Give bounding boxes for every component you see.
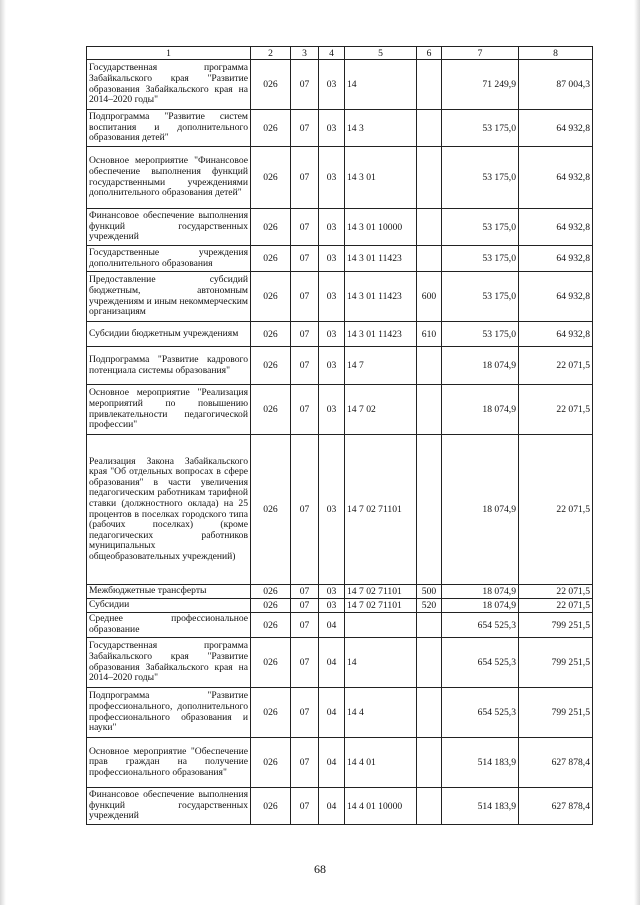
target-article-cell: 14 7 02 71101 [345, 599, 417, 613]
section-code-cell: 07 [291, 209, 319, 246]
amount-year-1-cell: 53 175,0 [442, 246, 519, 272]
header-cell: 8 [519, 47, 593, 60]
ministry-code-cell: 026 [251, 613, 291, 638]
subsection-code-cell: 03 [319, 347, 345, 385]
subsection-code-cell: 03 [319, 272, 345, 322]
section-code-cell: 07 [291, 322, 319, 347]
ministry-code-cell: 026 [251, 788, 291, 825]
ministry-code-cell: 026 [251, 110, 291, 147]
target-article-cell [345, 613, 417, 638]
subsection-code-cell: 04 [319, 738, 345, 788]
item-name-cell: Основное мероприятие "Финансовое обеспечение выполнения функций государственными учреждениями дополнительного образования детей" [87, 147, 251, 209]
expense-type-cell [417, 110, 442, 147]
expense-type-cell [417, 435, 442, 585]
amount-year-2-cell: 87 004,3 [519, 60, 593, 110]
header-row [87, 47, 593, 60]
subsection-code-cell: 03 [319, 110, 345, 147]
expense-type-cell [417, 147, 442, 209]
expense-type-cell [417, 738, 442, 788]
header-cell: 1 [87, 47, 251, 60]
amount-year-1-cell: 53 175,0 [442, 322, 519, 347]
amount-year-1-cell: 654 525,3 [442, 688, 519, 738]
table-row [87, 272, 593, 322]
table-row [87, 638, 593, 688]
subsection-code-cell: 03 [319, 322, 345, 347]
table-row [87, 322, 593, 347]
section-code-cell: 07 [291, 385, 319, 435]
section-code-cell: 07 [291, 638, 319, 688]
item-name-cell: Предоставление субсидий бюджетным, автономным учреждениям и иным некоммерческим организациям [87, 272, 251, 322]
expense-type-cell [417, 385, 442, 435]
target-article-cell: 14 3 [345, 110, 417, 147]
item-name-cell: Подпрограмма "Развитие кадрового потенциала системы образования" [87, 347, 251, 385]
table-body [87, 60, 593, 825]
scan-edge-right [634, 0, 640, 905]
section-code-cell: 07 [291, 246, 319, 272]
item-name-cell: Субсидии [87, 599, 251, 613]
amount-year-1-cell: 514 183,9 [442, 788, 519, 825]
target-article-cell: 14 3 01 [345, 147, 417, 209]
ministry-code-cell: 026 [251, 738, 291, 788]
amount-year-2-cell: 799 251,5 [519, 688, 593, 738]
subsection-code-cell: 03 [319, 209, 345, 246]
amount-year-1-cell: 71 249,9 [442, 60, 519, 110]
ministry-code-cell: 026 [251, 688, 291, 738]
amount-year-1-cell: 654 525,3 [442, 613, 519, 638]
item-name-cell: Государственная программа Забайкальского края "Развитие образования Забайкальского края на 2014–2020 годы" [87, 60, 251, 110]
item-name-cell: Межбюджетные трансферты [87, 585, 251, 599]
amount-year-2-cell: 22 071,5 [519, 385, 593, 435]
subsection-code-cell: 04 [319, 788, 345, 825]
amount-year-1-cell: 53 175,0 [442, 110, 519, 147]
ministry-code-cell: 026 [251, 60, 291, 110]
section-code-cell: 07 [291, 613, 319, 638]
section-code-cell: 07 [291, 60, 319, 110]
ministry-code-cell: 026 [251, 435, 291, 585]
amount-year-2-cell: 64 932,8 [519, 110, 593, 147]
amount-year-2-cell: 22 071,5 [519, 435, 593, 585]
section-code-cell: 07 [291, 788, 319, 825]
amount-year-2-cell: 22 071,5 [519, 599, 593, 613]
ministry-code-cell: 026 [251, 209, 291, 246]
amount-year-1-cell: 18 074,9 [442, 385, 519, 435]
table-row [87, 599, 593, 613]
table-row [87, 688, 593, 738]
table-row [87, 435, 593, 585]
amount-year-2-cell: 64 932,8 [519, 147, 593, 209]
section-code-cell: 07 [291, 272, 319, 322]
subsection-code-cell: 03 [319, 435, 345, 585]
subsection-code-cell: 03 [319, 60, 345, 110]
subsection-code-cell: 04 [319, 613, 345, 638]
item-name-cell: Государственная программа Забайкальского края "Развитие образования Забайкальского края на 2014–2020 годы" [87, 638, 251, 688]
amount-year-2-cell: 627 878,4 [519, 738, 593, 788]
amount-year-1-cell: 18 074,9 [442, 347, 519, 385]
table-row [87, 347, 593, 385]
amount-year-2-cell: 64 932,8 [519, 322, 593, 347]
amount-year-2-cell: 22 071,5 [519, 347, 593, 385]
expense-type-cell [417, 347, 442, 385]
ministry-code-cell: 026 [251, 585, 291, 599]
amount-year-2-cell: 799 251,5 [519, 613, 593, 638]
table-row [87, 60, 593, 110]
subsection-code-cell: 03 [319, 246, 345, 272]
item-name-cell: Основное мероприятие "Обеспечение прав граждан на получение профессионального образования" [87, 738, 251, 788]
expense-type-cell [417, 209, 442, 246]
amount-year-2-cell: 64 932,8 [519, 246, 593, 272]
target-article-cell: 14 3 01 11423 [345, 272, 417, 322]
target-article-cell: 14 4 01 10000 [345, 788, 417, 825]
target-article-cell: 14 7 02 71101 [345, 585, 417, 599]
amount-year-1-cell: 18 074,9 [442, 435, 519, 585]
section-code-cell: 07 [291, 738, 319, 788]
ministry-code-cell: 026 [251, 599, 291, 613]
expense-type-cell: 610 [417, 322, 442, 347]
table-row [87, 209, 593, 246]
expense-type-cell: 500 [417, 585, 442, 599]
budget-table [86, 46, 593, 825]
expense-type-cell [417, 246, 442, 272]
section-code-cell: 07 [291, 599, 319, 613]
section-code-cell: 07 [291, 585, 319, 599]
expense-type-cell [417, 613, 442, 638]
table-row [87, 788, 593, 825]
target-article-cell: 14 [345, 60, 417, 110]
table-row [87, 147, 593, 209]
expense-type-cell [417, 688, 442, 738]
target-article-cell: 14 4 01 [345, 738, 417, 788]
subsection-code-cell: 03 [319, 585, 345, 599]
amount-year-1-cell: 654 525,3 [442, 638, 519, 688]
amount-year-2-cell: 64 932,8 [519, 209, 593, 246]
amount-year-2-cell: 627 878,4 [519, 788, 593, 825]
subsection-code-cell: 03 [319, 599, 345, 613]
section-code-cell: 07 [291, 147, 319, 209]
page-number: 68 [314, 862, 326, 876]
table-row [87, 246, 593, 272]
target-article-cell: 14 7 02 [345, 385, 417, 435]
header-cell: 7 [442, 47, 519, 60]
header-cell: 2 [251, 47, 291, 60]
section-code-cell: 07 [291, 347, 319, 385]
target-article-cell: 14 3 01 11423 [345, 322, 417, 347]
ministry-code-cell: 026 [251, 272, 291, 322]
target-article-cell: 14 3 01 11423 [345, 246, 417, 272]
header-cell: 6 [417, 47, 442, 60]
section-code-cell: 07 [291, 688, 319, 738]
item-name-cell: Подпрограмма "Развитие систем воспитания и дополнительного образования детей" [87, 110, 251, 147]
amount-year-1-cell: 53 175,0 [442, 147, 519, 209]
target-article-cell: 14 7 [345, 347, 417, 385]
ministry-code-cell: 026 [251, 322, 291, 347]
expense-type-cell [417, 788, 442, 825]
header-cell: 3 [291, 47, 319, 60]
amount-year-2-cell: 799 251,5 [519, 638, 593, 688]
amount-year-2-cell: 22 071,5 [519, 585, 593, 599]
amount-year-1-cell: 18 074,9 [442, 599, 519, 613]
table-row [87, 613, 593, 638]
item-name-cell: Финансовое обеспечение выполнения функций государственных учреждений [87, 209, 251, 246]
table-header [87, 47, 593, 60]
subsection-code-cell: 04 [319, 638, 345, 688]
subsection-code-cell: 03 [319, 147, 345, 209]
amount-year-1-cell: 53 175,0 [442, 209, 519, 246]
target-article-cell: 14 4 [345, 688, 417, 738]
table-row [87, 110, 593, 147]
target-article-cell: 14 [345, 638, 417, 688]
item-name-cell: Среднее профессиональное образование [87, 613, 251, 638]
target-article-cell: 14 3 01 10000 [345, 209, 417, 246]
item-name-cell: Государственные учреждения дополнительного образования [87, 246, 251, 272]
header-cell: 4 [319, 47, 345, 60]
table-row [87, 738, 593, 788]
amount-year-2-cell: 64 932,8 [519, 272, 593, 322]
ministry-code-cell: 026 [251, 147, 291, 209]
header-cell: 5 [345, 47, 417, 60]
table-row [87, 385, 593, 435]
scan-edge-left [0, 0, 6, 905]
amount-year-1-cell: 53 175,0 [442, 272, 519, 322]
expense-type-cell: 520 [417, 599, 442, 613]
amount-year-1-cell: 514 183,9 [442, 738, 519, 788]
ministry-code-cell: 026 [251, 385, 291, 435]
expense-type-cell [417, 638, 442, 688]
subsection-code-cell: 04 [319, 688, 345, 738]
subsection-code-cell: 03 [319, 385, 345, 435]
ministry-code-cell: 026 [251, 246, 291, 272]
item-name-cell: Финансовое обеспечение выполнения функций государственных учреждений [87, 788, 251, 825]
section-code-cell: 07 [291, 435, 319, 585]
item-name-cell: Субсидии бюджетным учреждениям [87, 322, 251, 347]
expense-type-cell: 600 [417, 272, 442, 322]
target-article-cell: 14 7 02 71101 [345, 435, 417, 585]
amount-year-1-cell: 18 074,9 [442, 585, 519, 599]
item-name-cell: Основное мероприятие "Реализация мероприятий по повышению привлекательности педагогической профессии" [87, 385, 251, 435]
ministry-code-cell: 026 [251, 638, 291, 688]
expense-type-cell [417, 60, 442, 110]
table-row [87, 585, 593, 599]
item-name-cell: Подпрограмма "Развитие профессионального, дополнительного профессионального образования и науки" [87, 688, 251, 738]
ministry-code-cell: 026 [251, 347, 291, 385]
item-name-cell: Реализация Закона Забайкальского края "Об отдельных вопросах в сфере образования" в части увеличения педагогическим работникам тарифной ставки (должностного оклада) на 25 процентов в поселках городского типа (рабочих поселках) (кроме педагогических работников муниципальных общеобразовательных учреждений) [87, 435, 251, 585]
section-code-cell: 07 [291, 110, 319, 147]
